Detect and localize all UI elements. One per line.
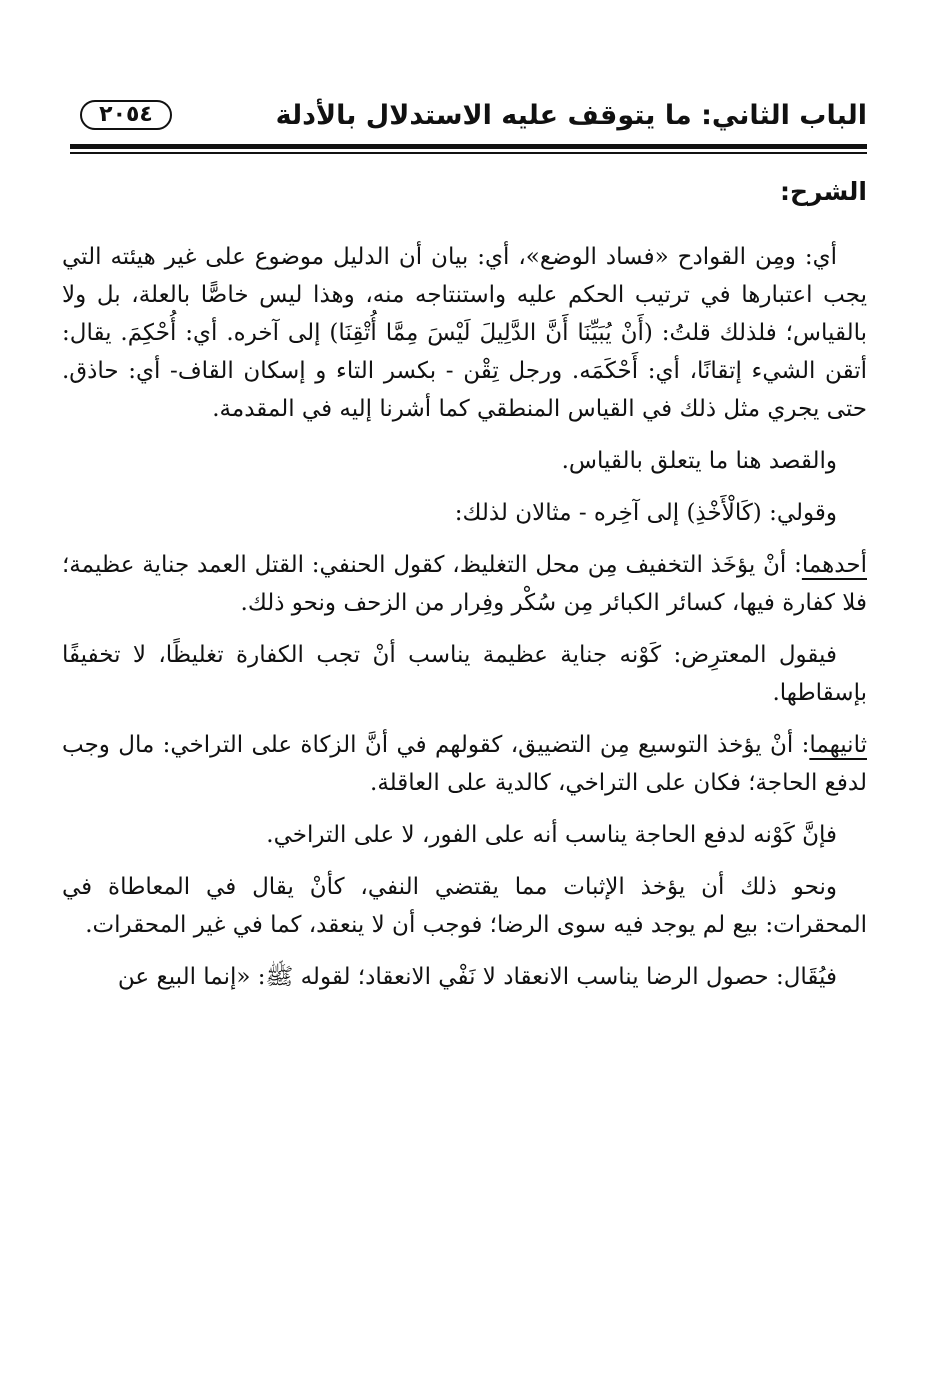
paragraph-4 bbox=[62, 546, 867, 622]
second-example-label: ثانيهما bbox=[809, 732, 867, 758]
paragraph-2: والقصد هنا ما يتعلق بالقياس. bbox=[561, 448, 837, 474]
page-number: ٢٠٥٤ bbox=[80, 100, 172, 130]
section-heading: الشرح: bbox=[780, 177, 867, 206]
first-example-text: : أنْ يؤخَذ التخفيف مِن محل التغليظ، كقول الحنفي: القتل العمد جناية عظيمة؛ فلا كفارة فيها، كسائر الكبائر مِن سُكْر وفِرار من الزحف ونحو ذلك. bbox=[62, 552, 867, 616]
paragraph-3: وقولي: (كَالْأَخْذِ) إلى آخِره - مثالان لذلك: bbox=[454, 500, 837, 526]
running-title: الباب الثاني: ما يتوقف عليه الاستدلال بالأدلة bbox=[275, 100, 867, 131]
first-example-label: أحدهما bbox=[801, 552, 867, 578]
paragraph-7: فإنَّ كَوْنه لدفع الحاجة يناسب أنه على الفور، لا على التراخي. bbox=[266, 822, 837, 848]
paragraph-5: فيقول المعترِض: كَوْنه جناية عظيمة يناسب أنْ تجب الكفارة تغليظًا، لا تخفيفًا بإسقاطها. bbox=[62, 642, 867, 706]
paragraph-1: أي: ومِن القوادح «فساد الوضع»، أي: بيان أن الدليل موضوع على غير هيئته التي يجب اعتبارها في ترتيب الحكم عليه واستنتاجه منه، وهذا ليس خاصًّا بالعلة، بل ولا بالقياس؛ فلذلك قلتُ: (أَنْ يُبَيِّنَا أَنَّ الدَّلِيلَ لَيْسَ مِمَّا أُتْقِنَا) إلى آخره. أي: أُحْكِمَ. يقال: أتقن الشيء إتقانًا، أي: أَحْكَمَه. ورجل تِقْن - بكسر التاء و إسكان القاف- أي: حاذق. حتى يجري مثل ذلك في القياس المنطقي كما أشرنا إليه في المقدمة. bbox=[62, 244, 867, 422]
page-body bbox=[62, 172, 867, 1010]
second-example-text: : أنْ يؤخذ التوسيع مِن التضييق، كقولهم في أنَّ الزكاة على التراخي: مال وجب لدفع الحاجة؛ فكان على التراخي، كالدية على العاقلة. bbox=[62, 732, 867, 796]
paragraph-9: فيُقَال: حصول الرضا يناسب الانعقاد لا نَفْي الانعقاد؛ لقوله ﷺ: «إنما البيع عن bbox=[117, 964, 837, 990]
header-rule-thick bbox=[70, 144, 867, 149]
paragraph-6 bbox=[62, 726, 867, 802]
header-rule-thin bbox=[70, 152, 867, 154]
page-header bbox=[70, 96, 867, 148]
paragraph-8: ونحو ذلك أن يؤخذ الإثبات مما يقتضي النفي، كأنْ يقال في المعاطاة في المحقرات: بيع لم يوجد فيه سوى الرضا؛ فوجب أن لا ينعقد، كما في غير المحقرات. bbox=[62, 874, 867, 938]
